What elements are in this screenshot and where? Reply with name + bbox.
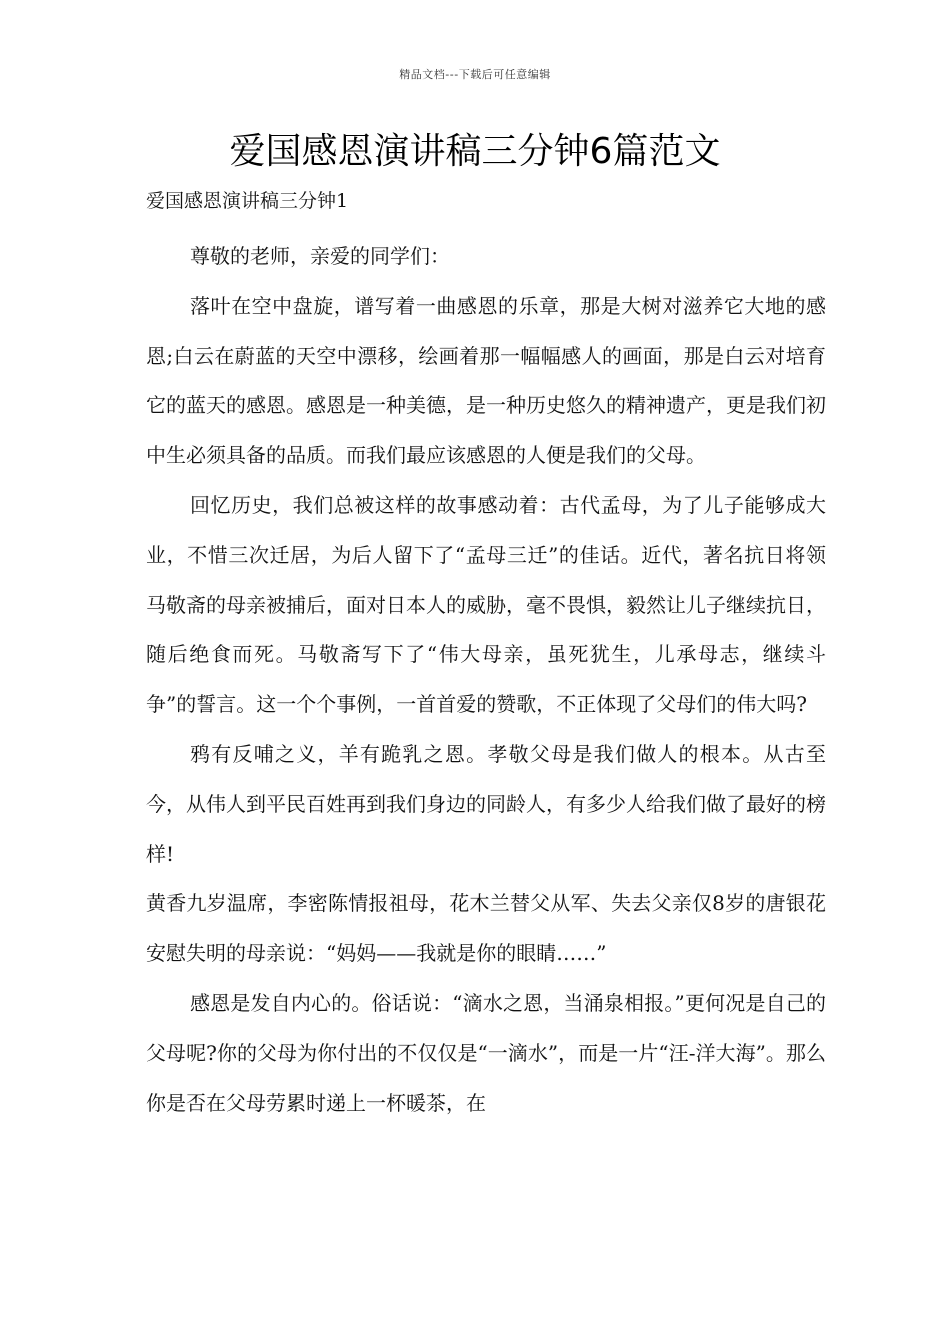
document-title: 爱国感恩演讲稿三分钟6篇范文 (229, 131, 721, 172)
section-heading: 爱国感恩演讲稿三分钟1 (146, 190, 349, 212)
paragraph: 黄香九岁温席，李密陈情报祖母，花木兰替父从军、失去父亲仅8岁的唐银花安慰失明的母亲说：“妈妈——我就是你的眼睛……” (146, 891, 826, 966)
paragraph: 回忆历史，我们总被这样的故事感动着：古代孟母，为了儿子能够成大业，不惜三次迁居，为后人留下了“孟母三迁”的佳话。近代，著名抗日将领马敬斋的母亲被捕后，面对日本人的威胁，毫不畏惧，毅然让儿子继续抗日，随后绝食而死。马敬斋写下了“伟大母亲，虽死犹生，儿承母志，继续斗争”的誓言。这一个个事例，一首首爱的赞歌，不正体现了父母们的伟大吗? (146, 492, 826, 717)
paragraph: 感恩是发自内心的。俗话说：“滴水之恩，当涌泉相报。”更何况是自己的父母呢?你的父母为你付出的不仅仅是“一滴水”，而是一片“汪-洋大海”。那么你是否在父母劳累时递上一杯暖茶，在 (146, 990, 826, 1115)
paragraph: 鸦有反哺之义，羊有跪乳之恩。孝敬父母是我们做人的根本。从古至今，从伟人到平民百姓再到我们身边的同龄人，有多少人给我们做了最好的榜样! (146, 741, 826, 866)
paragraph: 落叶在空中盘旋，谱写着一曲感恩的乐章，那是大树对滋养它大地的感恩;白云在蔚蓝的天空中漂移，绘画着那一幅幅感人的画面，那是白云对培育它的蓝天的感恩。感恩是一种美德，是一种历史悠久的精神遗产，更是我们初中生必须具备的品质。而我们最应该感恩的人便是我们的父母。 (146, 293, 826, 468)
paragraph-greeting: 尊敬的老师，亲爱的同学们： (190, 244, 450, 268)
document-body (146, 232, 826, 1128)
header-note: 精品文档---下载后可任意编辑 (399, 68, 551, 81)
